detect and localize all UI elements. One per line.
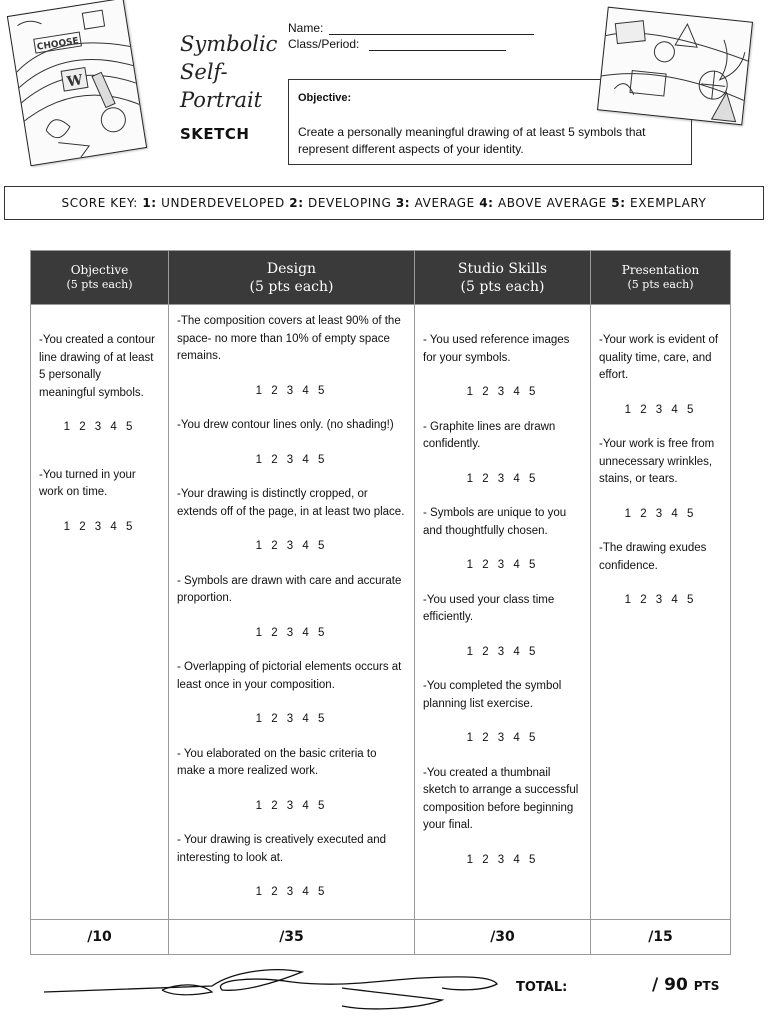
score-scale-studio-5[interactable]: 1 2 3 4 5 bbox=[466, 732, 539, 744]
criterion-design-1: -The composition covers at least 90% of the space- no more than 10% of empty space remains. bbox=[177, 315, 401, 362]
score-scale-studio-1[interactable]: 1 2 3 4 5 bbox=[466, 386, 539, 398]
rubric-table bbox=[30, 250, 731, 955]
header-presentation bbox=[591, 251, 731, 305]
studio-skills-total[interactable]: /30 bbox=[415, 919, 591, 954]
worksheet-title bbox=[180, 30, 277, 114]
score-scale-design-1[interactable]: 1 2 3 4 5 bbox=[255, 384, 328, 397]
score-level-3-num: 3: bbox=[395, 196, 411, 210]
score-scale-design-7[interactable]: 1 2 3 4 5 bbox=[255, 886, 328, 898]
score-scale-objective-2[interactable]: 1 2 3 4 5 bbox=[63, 520, 136, 533]
drawing-letter-left: W bbox=[65, 72, 84, 91]
score-level-5-num: 5: bbox=[611, 196, 626, 210]
header-objective bbox=[31, 251, 169, 305]
design-total[interactable]: /35 bbox=[169, 919, 415, 954]
objective-criteria-cell bbox=[31, 305, 169, 920]
drawing-word-left: CHOOSE bbox=[36, 36, 80, 53]
header-presentation-title: Presentation bbox=[621, 263, 700, 277]
score-scale-design-2[interactable]: 1 2 3 4 5 bbox=[255, 453, 328, 466]
score-key-prefix: SCORE KEY: bbox=[61, 196, 138, 210]
score-level-1-label: UNDERDEVELOPED bbox=[161, 196, 285, 210]
total-label: TOTAL: bbox=[516, 980, 568, 995]
criterion-studio-2: - Graphite lines are drawn confidently. bbox=[423, 420, 556, 450]
signature bbox=[42, 962, 502, 1014]
header-design-points: (5 pts each) bbox=[249, 278, 334, 295]
symbol-collage-illustration bbox=[598, 8, 752, 124]
score-scale-design-3[interactable]: 1 2 3 4 5 bbox=[255, 540, 328, 552]
criterion-studio-6: -You created a thumbnail sketch to arrange a successful composition before beginning your final. bbox=[423, 766, 579, 831]
name-line[interactable] bbox=[329, 22, 534, 35]
score-scale-objective-1[interactable]: 1 2 3 4 5 bbox=[63, 421, 136, 433]
score-scale-design-4[interactable]: 1 2 3 4 5 bbox=[255, 626, 328, 639]
header-studio-skills-title: Studio Skills bbox=[457, 260, 548, 277]
score-level-4-num: 4: bbox=[479, 196, 494, 210]
presentation-criteria-cell bbox=[591, 305, 731, 920]
score-level-2-num: 2: bbox=[289, 196, 304, 210]
rubric-criteria-row bbox=[31, 305, 731, 920]
criterion-studio-1: - You used reference images for your symbols. bbox=[423, 334, 570, 364]
criterion-studio-5: -You completed the symbol planning list exercise. bbox=[423, 680, 562, 710]
score-scale-presentation-3[interactable]: 1 2 3 4 5 bbox=[624, 594, 697, 606]
header-objective-title: Objective bbox=[70, 263, 129, 277]
total-score[interactable] bbox=[652, 975, 719, 995]
score-scale-studio-6[interactable]: 1 2 3 4 5 bbox=[466, 853, 539, 866]
title-line-2: Self- bbox=[180, 60, 228, 84]
class-period-line[interactable] bbox=[369, 38, 506, 51]
criterion-objective-2: -You turned in your work on time. bbox=[39, 468, 136, 498]
header-studio-skills-points: (5 pts each) bbox=[460, 278, 545, 295]
criterion-presentation-3: -The drawing exudes confidence. bbox=[599, 542, 707, 572]
name-field[interactable] bbox=[288, 21, 534, 35]
studio-skills-criteria-cell bbox=[415, 305, 591, 920]
criterion-presentation-2: -Your work is free from unnecessary wrinkles, stains, or tears. bbox=[599, 438, 715, 485]
criterion-design-6: - You elaborated on the basic criteria to make a more realized work. bbox=[177, 747, 377, 777]
criterion-studio-3: - Symbols are unique to you and thoughtfully chosen. bbox=[423, 507, 567, 537]
rubric-totals-row bbox=[31, 919, 731, 954]
score-scale-studio-2[interactable]: 1 2 3 4 5 bbox=[466, 472, 539, 485]
score-scale-studio-4[interactable]: 1 2 3 4 5 bbox=[466, 645, 539, 658]
score-level-1-num: 1: bbox=[142, 196, 157, 210]
header-presentation-points: (5 pts each) bbox=[627, 278, 694, 291]
example-drawing-right bbox=[597, 7, 753, 126]
rubric-header-row bbox=[31, 251, 731, 305]
objective-text: Create a personally meaningful drawing of at least 5 symbols that represent different aspects of your identity. bbox=[298, 125, 646, 156]
criterion-objective-1: -You created a contour line drawing of at least 5 personally meaningful symbols. bbox=[39, 334, 155, 399]
header-design-title: Design bbox=[266, 260, 317, 277]
score-level-3-label: AVERAGE bbox=[414, 196, 475, 210]
example-drawing-left bbox=[7, 0, 147, 166]
total-value: / 90 bbox=[652, 975, 688, 995]
header-studio-skills bbox=[415, 251, 591, 305]
score-scale-studio-3[interactable]: 1 2 3 4 5 bbox=[466, 559, 539, 571]
criterion-design-7: - Your drawing is creatively executed and interesting to look at. bbox=[177, 834, 387, 864]
criterion-design-3: -Your drawing is distinctly cropped, or extends off of the page, in at least two place. bbox=[177, 488, 405, 518]
criterion-design-4: - Symbols are drawn with care and accurate proportion. bbox=[177, 574, 402, 604]
title-line-3: Portrait bbox=[180, 88, 263, 112]
symbol-sketch-illustration bbox=[8, 0, 146, 165]
title-line-1: Symbolic bbox=[180, 32, 278, 56]
objective-total[interactable]: /10 bbox=[31, 919, 169, 954]
design-criteria-cell bbox=[169, 305, 415, 920]
criterion-design-5: - Overlapping of pictorial elements occurs at least once in your composition. bbox=[177, 661, 402, 691]
score-level-4-label: ABOVE AVERAGE bbox=[497, 196, 607, 210]
presentation-total[interactable]: /15 bbox=[591, 919, 731, 954]
score-scale-presentation-1[interactable]: 1 2 3 4 5 bbox=[624, 403, 697, 416]
criterion-studio-4: -You used your class time efficiently. bbox=[423, 593, 555, 623]
name-label: Name: bbox=[288, 21, 324, 35]
score-key bbox=[4, 186, 764, 220]
criterion-design-2: -You drew contour lines only. (no shading!) bbox=[177, 419, 394, 431]
class-period-field[interactable] bbox=[288, 37, 506, 51]
signature-scribble bbox=[42, 962, 502, 1014]
score-scale-design-6[interactable]: 1 2 3 4 5 bbox=[255, 799, 328, 812]
score-scale-presentation-2[interactable]: 1 2 3 4 5 bbox=[624, 507, 697, 520]
score-scale-design-5[interactable]: 1 2 3 4 5 bbox=[255, 713, 328, 725]
score-level-2-label: DEVELOPING bbox=[308, 196, 392, 210]
objective-label: Objective: bbox=[298, 92, 352, 104]
score-level-5-label: EXEMPLARY bbox=[630, 196, 707, 210]
total-unit: PTS bbox=[693, 979, 720, 993]
header-objective-points: (5 pts each) bbox=[66, 278, 133, 291]
header-design bbox=[169, 251, 415, 305]
class-period-label: Class/Period: bbox=[288, 37, 360, 51]
criterion-presentation-1: -Your work is evident of quality time, care, and effort. bbox=[599, 334, 719, 381]
worksheet-subtitle: SKETCH bbox=[180, 125, 250, 143]
